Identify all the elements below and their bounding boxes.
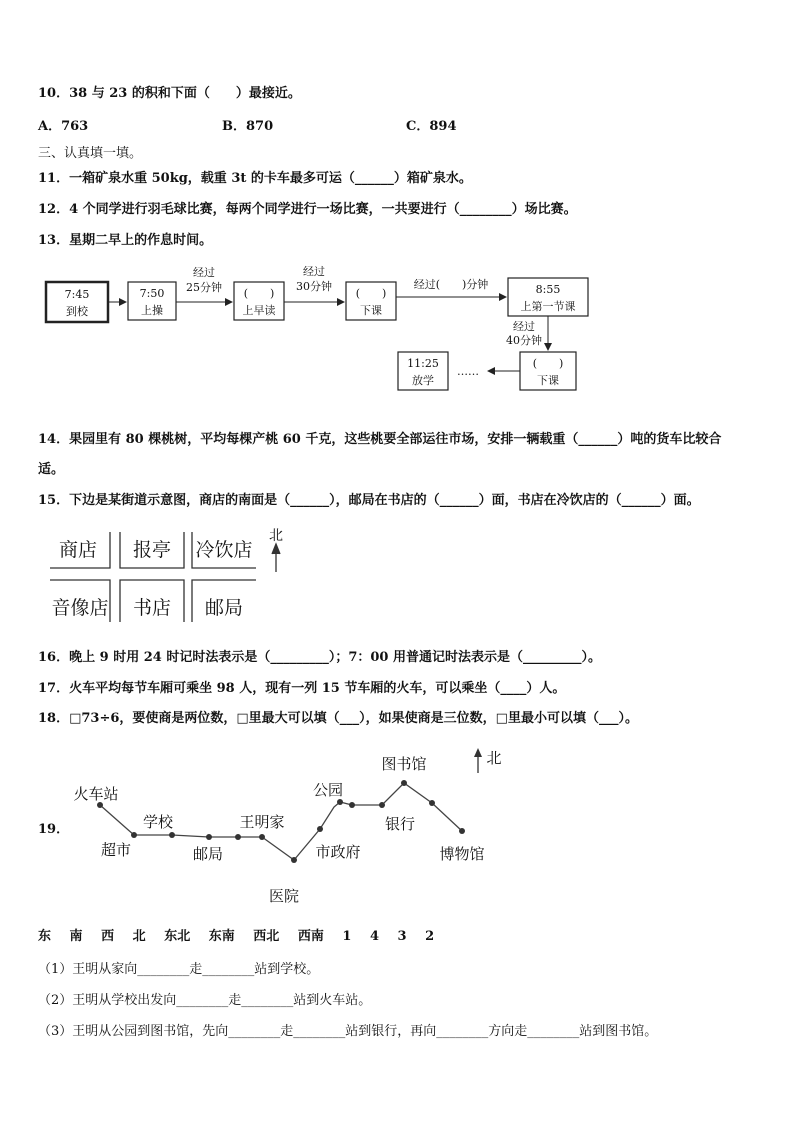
word-southwest: 西南 [297, 929, 324, 944]
arrow2-top: 经过 [303, 265, 325, 278]
word-4: 4 [369, 929, 379, 944]
box2-time: 7:50 [139, 287, 165, 300]
box3-blank: ( ) [243, 287, 275, 300]
question-10: 10．38 与 23 的积和下面（ ）最接近。 [38, 86, 301, 101]
arrow3-label: 经过( )分钟 [413, 278, 489, 291]
question-17: 17．火车平均每节车厢可乘坐 98 人，现有一列 15 节车厢的火车，可以乘坐（____）人。 [38, 681, 566, 696]
box5-time: 8:55 [535, 283, 561, 296]
place-museum: 博物馆 [439, 845, 485, 863]
place-supermarket: 超市 [100, 841, 132, 859]
schedule-flow-diagram [40, 262, 600, 396]
place-city-hall: 市政府 [315, 843, 361, 861]
box3-label: 上早读 [242, 304, 276, 317]
flow-dots: …… [457, 365, 479, 378]
question-14-line2: 适。 [38, 462, 65, 477]
question-16: 16．晚上 9 时用 24 时记时法表示是（_________）；7：00 用普通记时法表示是（_________）。 [38, 650, 601, 665]
question-11: 11．一箱矿泉水重 50kg，载重 3t 的卡车最多可运（______）箱矿泉水。 [38, 171, 472, 186]
word-bank [38, 925, 448, 944]
word-3: 3 [397, 929, 407, 944]
map-post-office: 邮局 [204, 597, 244, 619]
question-19-sub3: （3）王明从公园到图书馆，先向________走________站到银行，再向________方向走________站到图书馆。 [38, 1024, 658, 1039]
box7-label: 放学 [412, 374, 434, 387]
map-kiosk: 报亭 [132, 539, 172, 561]
north-label-2: 北 [486, 749, 502, 767]
arrow4-bottom: 40分钟 [506, 334, 542, 347]
box5-label: 上第一节课 [520, 300, 576, 313]
word-south: 南 [69, 929, 83, 944]
map-shop: 商店 [58, 539, 98, 561]
word-east: 东 [38, 929, 52, 944]
arrow4-top: 经过 [513, 320, 535, 333]
place-hospital: 医院 [268, 887, 300, 905]
place-bank: 银行 [384, 815, 416, 833]
word-1: 1 [342, 929, 352, 944]
word-northwest: 西北 [253, 929, 280, 944]
box1-time: 7:45 [64, 288, 90, 301]
word-2: 2 [425, 929, 435, 944]
question-15: 15．下边是某街道示意图，商店的南面是（______），邮局在书店的（______）面，书店在冷饮店的（______）面。 [38, 493, 700, 508]
arrow2-bottom: 30分钟 [296, 280, 332, 293]
box1-label: 到校 [66, 305, 88, 318]
north-label: 北 [269, 528, 283, 544]
map-audio-shop: 音像店 [51, 597, 109, 619]
arrow1-top: 经过 [193, 266, 215, 279]
map-cold-drink-shop: 冷饮店 [195, 539, 253, 561]
place-school: 学校 [142, 813, 174, 831]
place-wangming-home: 王明家 [239, 813, 285, 831]
question-13: 13．星期二早上的作息时间。 [38, 233, 213, 248]
question-12: 12．4 个同学进行羽毛球比赛，每两个同学进行一场比赛，一共要进行（________）场比赛。 [38, 202, 577, 217]
place-post-office: 邮局 [192, 845, 224, 863]
place-library: 图书馆 [381, 755, 427, 773]
route-map [62, 745, 512, 910]
word-southeast: 东南 [208, 929, 235, 944]
word-northeast: 东北 [164, 929, 191, 944]
option-b: B．870 [222, 119, 274, 134]
box4-label: 下课 [360, 304, 382, 317]
question-18: 18．□73÷6，要使商是两位数，□里最大可以填（___），如果使商是三位数，□里最小可以填（___）。 [38, 711, 638, 726]
arrow1-bottom: 25分钟 [186, 281, 222, 294]
question-19-number: 19． [38, 822, 70, 837]
box6-blank: ( ) [532, 357, 564, 370]
word-north: 北 [132, 929, 146, 944]
question-19-sub1: （1）王明从家向________走________站到学校。 [38, 962, 320, 977]
place-train-station: 火车站 [73, 785, 119, 803]
box7-time: 11:25 [407, 357, 439, 370]
option-a: A．763 [38, 119, 89, 134]
box6-label: 下课 [537, 374, 559, 387]
street-map [40, 522, 300, 632]
box4-blank: ( ) [355, 287, 387, 300]
question-19-sub2: （2）王明从学校出发向________走________站到火车站。 [38, 993, 372, 1008]
option-c: C．894 [406, 119, 457, 134]
map-bookstore: 书店 [132, 597, 172, 619]
question-14-line1: 14．果园里有 80 棵桃树，平均每棵产桃 60 千克，这些桃要全部运往市场，安排一辆载重（______）吨的货车比较合 [38, 432, 722, 447]
section-heading: 三、认真填一填。 [38, 146, 143, 161]
place-park: 公园 [312, 781, 344, 799]
box2-label: 上操 [141, 304, 163, 317]
word-west: 西 [101, 929, 115, 944]
